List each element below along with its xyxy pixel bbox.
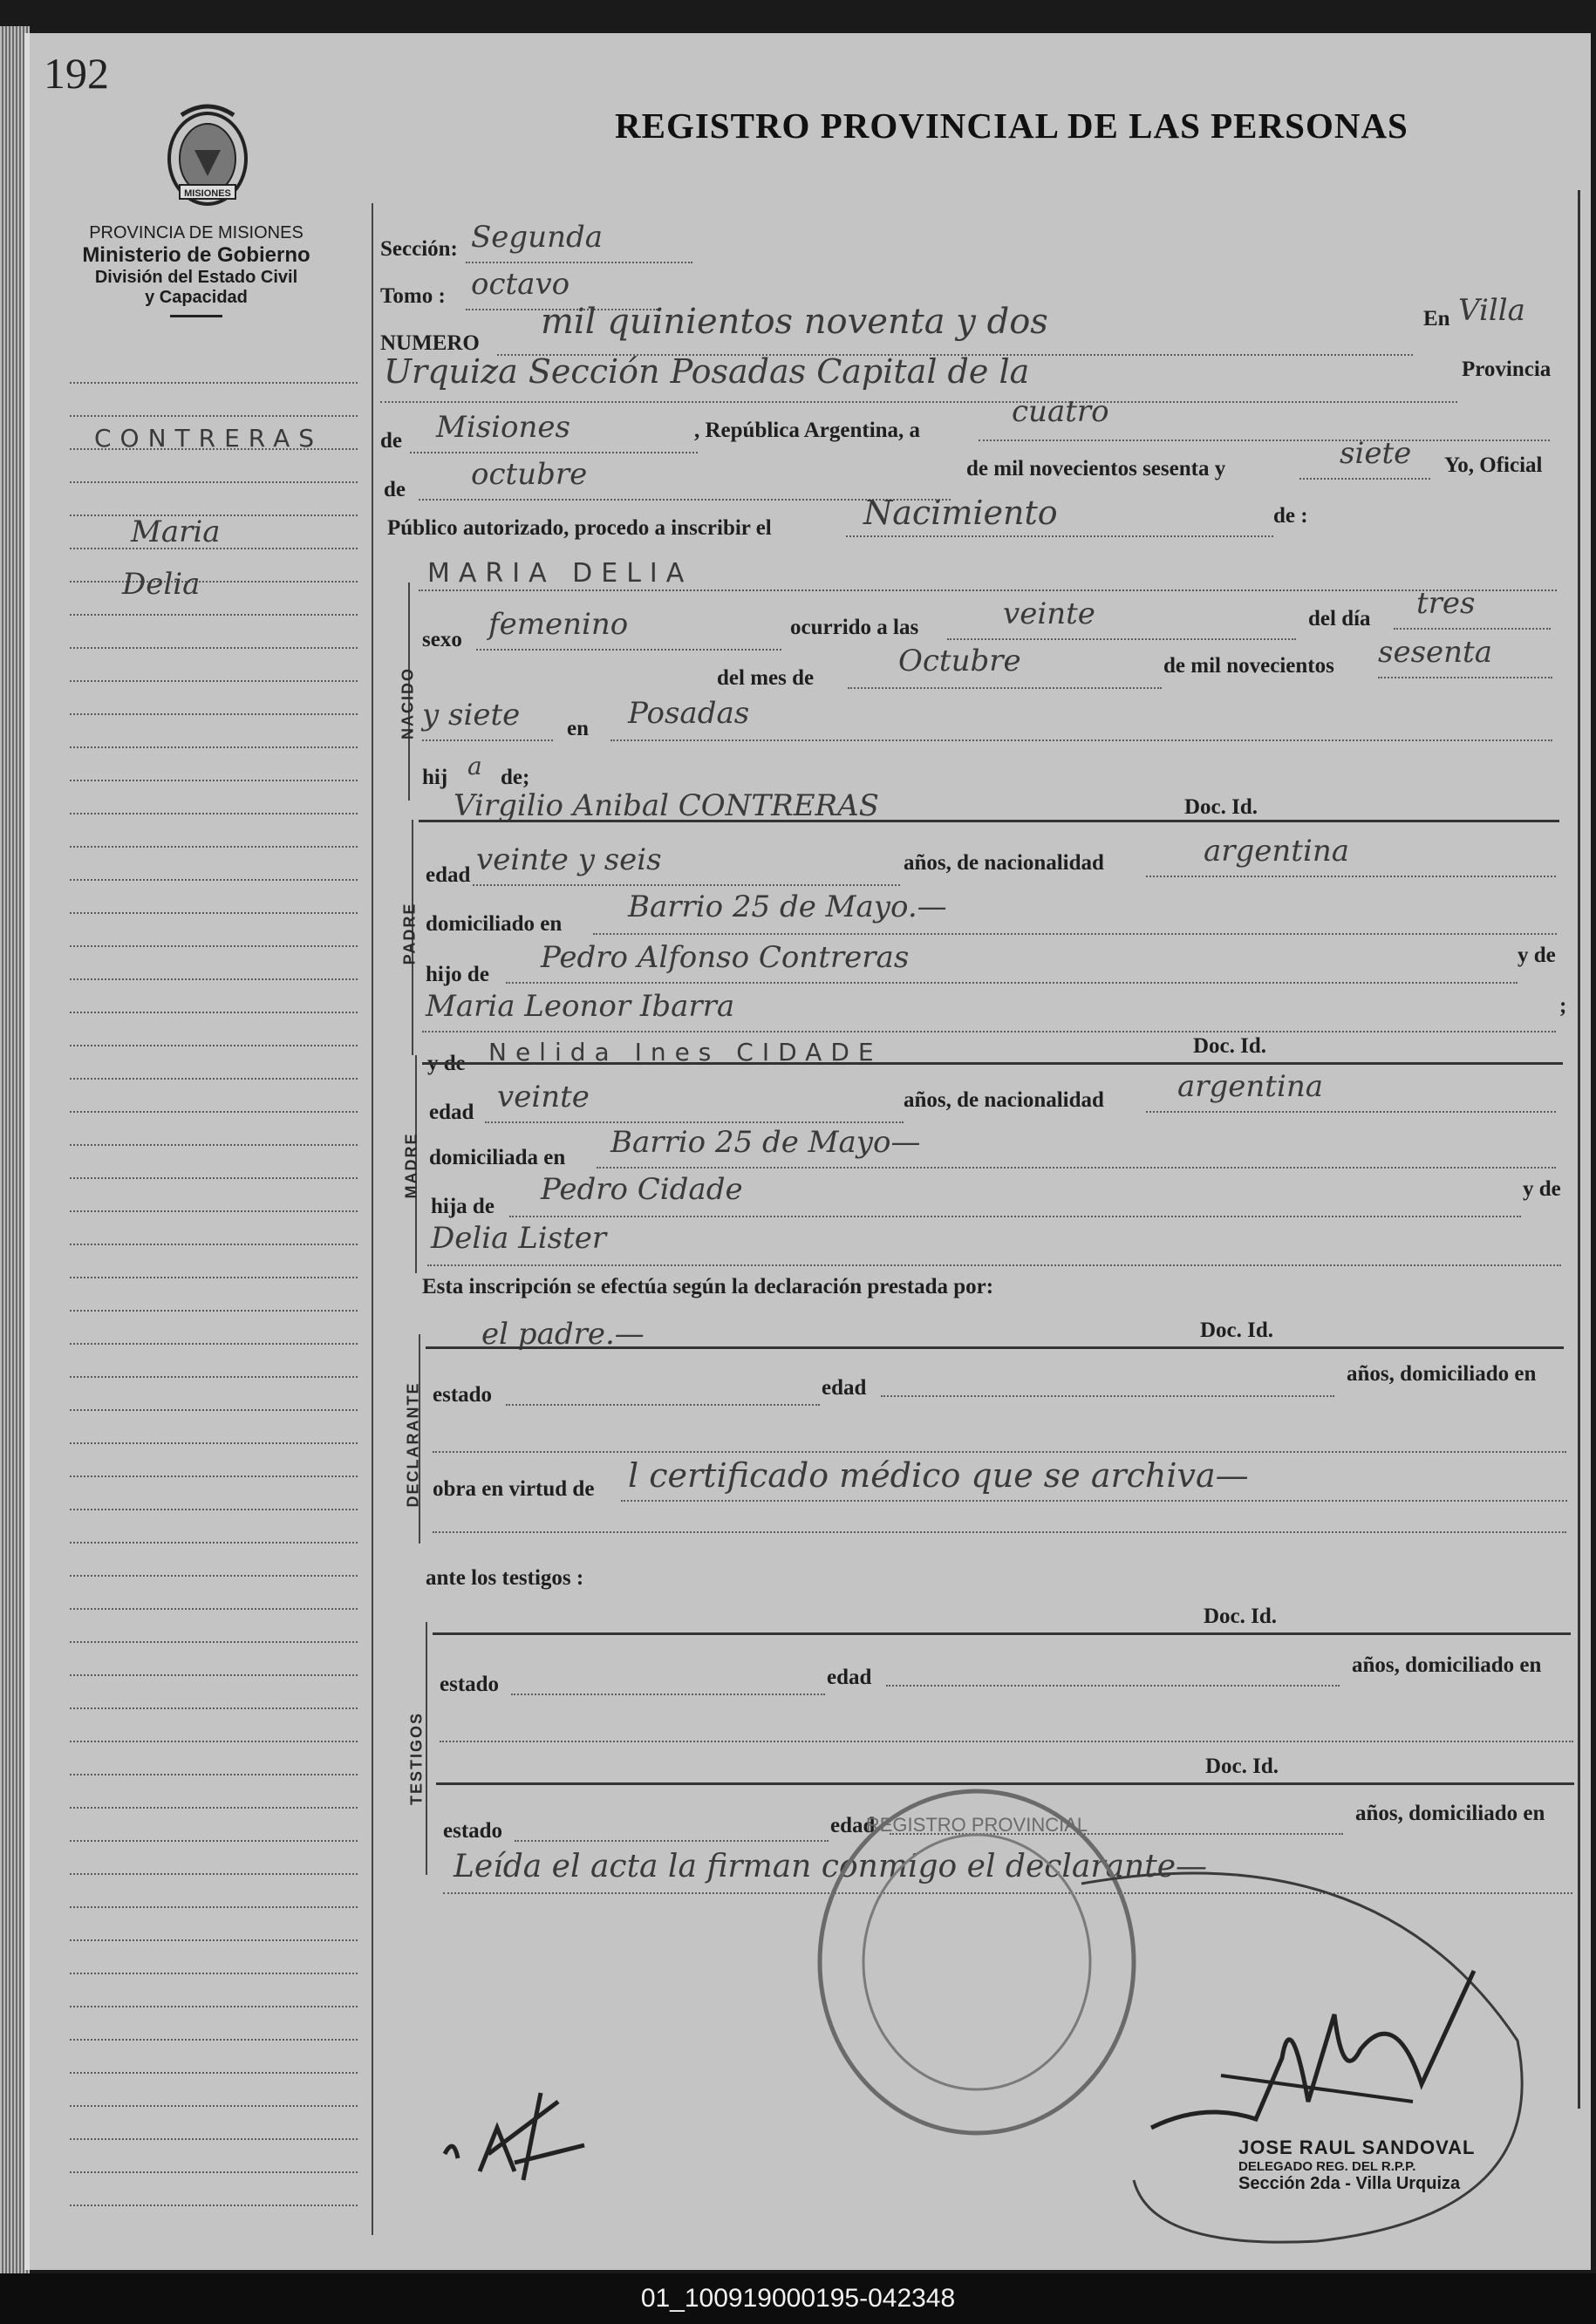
nacido-en-label: en bbox=[567, 717, 589, 740]
padre-nac-label: años, de nacionalidad bbox=[904, 851, 1104, 875]
margin-ledger-line bbox=[70, 879, 358, 881]
hora-value: veinte bbox=[1003, 596, 1095, 631]
margin-ledger-line bbox=[70, 1542, 358, 1544]
nacido-dia-line bbox=[1394, 628, 1551, 630]
margin-ledger-line bbox=[70, 2072, 358, 2074]
testigo1-anios-label: años, domiciliado en bbox=[1352, 1653, 1542, 1677]
obra-line bbox=[621, 1500, 1567, 1502]
obra-label: obra en virtud de bbox=[433, 1477, 595, 1501]
padre-edad-label: edad bbox=[426, 863, 471, 887]
margin-ledger-line bbox=[70, 1012, 358, 1013]
dia-value: cuatro bbox=[1012, 394, 1109, 429]
margin-ledger-line bbox=[70, 1973, 358, 1974]
padre-dom-label: domiciliado en bbox=[426, 912, 563, 936]
numero-value: mil quinientos noventa y dos bbox=[541, 302, 1048, 342]
margin-ledger-line bbox=[70, 2171, 358, 2173]
testigo1-edad-label: edad bbox=[827, 1666, 872, 1689]
margin-ledger-line bbox=[70, 1442, 358, 1444]
header-line-2: Ministerio de Gobierno bbox=[82, 243, 310, 267]
hij-de-label: de; bbox=[501, 766, 530, 789]
declarante-name-line bbox=[426, 1346, 1564, 1349]
margin-ledger-line bbox=[70, 912, 358, 914]
margin-ledger-line bbox=[70, 614, 358, 616]
de-line bbox=[410, 452, 698, 453]
margin-ledger-line bbox=[70, 1177, 358, 1179]
seal-text: MISIONES bbox=[184, 188, 231, 199]
padre-nac-value: argentina bbox=[1204, 834, 1350, 869]
right-edge-rule bbox=[1578, 190, 1580, 2109]
en-label: En bbox=[1423, 307, 1450, 331]
margin-ledger-line bbox=[70, 2205, 358, 2206]
hora-line bbox=[947, 638, 1296, 640]
padre-dom-value: Barrio 25 de Mayo.— bbox=[628, 889, 947, 924]
declarant-signature-icon bbox=[427, 2075, 619, 2189]
testigo1-name-line bbox=[433, 1632, 1571, 1635]
obra-value: l certificado médico que se archiva— bbox=[628, 1456, 1249, 1495]
padre-yde-label: y de bbox=[1518, 944, 1556, 967]
margin-ledger-line bbox=[70, 746, 358, 748]
margin-ledger-line bbox=[70, 647, 358, 649]
location-line bbox=[380, 401, 1457, 403]
madre-madre-value: Delia Lister bbox=[431, 1221, 607, 1256]
margin-ledger-line bbox=[70, 415, 358, 417]
padre-hijo-line bbox=[506, 982, 1518, 984]
madre-yde-label: y de bbox=[427, 1052, 466, 1075]
testigo2-estado-label: estado bbox=[443, 1819, 503, 1843]
header-divider bbox=[170, 315, 222, 317]
signature-block bbox=[1238, 2137, 1475, 2194]
mes-value: octubre bbox=[471, 457, 588, 492]
margin-ledger-line bbox=[70, 1807, 358, 1809]
testigo1-edad-line bbox=[886, 1685, 1340, 1687]
declarante-section-label: DECLARANTE bbox=[404, 1381, 422, 1508]
madre-madre-line bbox=[427, 1264, 1561, 1266]
nacido-section-label: NACIDO bbox=[399, 667, 417, 739]
padre-hijo-value: Pedro Alfonso Contreras bbox=[541, 940, 910, 975]
de-label: de bbox=[380, 429, 402, 453]
nacido-anio-line bbox=[1378, 677, 1552, 678]
declarante-name-value: el padre.— bbox=[481, 1317, 645, 1352]
page-title: REGISTRO PROVINCIAL DE LAS PERSONAS bbox=[615, 106, 1408, 146]
mes-label: del mes de bbox=[717, 666, 815, 690]
testigo2-doc-label: Doc. Id. bbox=[1205, 1755, 1279, 1778]
margin-ledger-line bbox=[70, 1840, 358, 1842]
nacido-name-value: MARIA DELIA bbox=[427, 558, 693, 589]
registrar-signature-icon bbox=[1134, 1953, 1500, 2154]
de-value: Misiones bbox=[436, 410, 570, 445]
testigos-intro: ante los testigos : bbox=[426, 1566, 584, 1590]
margin-ledger-line bbox=[70, 1343, 358, 1345]
en-value: Villa bbox=[1458, 293, 1525, 328]
madre-hija-value: Pedro Cidade bbox=[541, 1172, 743, 1207]
nacido-dia-value: tres bbox=[1416, 586, 1476, 621]
madre-doc-label: Doc. Id. bbox=[1193, 1034, 1267, 1058]
hij-value: a bbox=[467, 752, 482, 780]
madre-nac-value: argentina bbox=[1177, 1069, 1324, 1104]
province-header bbox=[61, 223, 331, 317]
testigo1-doc-label: Doc. Id. bbox=[1204, 1605, 1278, 1628]
madre-nac-line bbox=[1146, 1111, 1556, 1113]
madre-dom-label: domiciliada en bbox=[429, 1146, 566, 1169]
madre-edad-value: veinte bbox=[497, 1080, 590, 1114]
margin-ledger-line bbox=[70, 846, 358, 848]
republica-label: , República Argentina, a bbox=[694, 419, 921, 442]
seccion-value: Segunda bbox=[471, 220, 604, 255]
anio-value: siete bbox=[1340, 436, 1412, 471]
madre-dom-line bbox=[597, 1167, 1556, 1169]
madre-yde2-label: y de bbox=[1523, 1177, 1561, 1201]
tomo-label: Tomo : bbox=[380, 284, 446, 308]
testigo2-edad-label: edad bbox=[830, 1814, 876, 1837]
margin-ledger-line bbox=[70, 1707, 358, 1709]
declarante-anios-label: años, domiciliado en bbox=[1347, 1362, 1537, 1386]
del-dia-label: del día bbox=[1308, 607, 1371, 630]
publico-label: Público autorizado, procedo a inscribir el bbox=[387, 516, 772, 540]
acto-value: Nacimiento bbox=[863, 494, 1058, 532]
margin-ledger-line bbox=[70, 945, 358, 947]
padre-hijo-label: hijo de bbox=[426, 963, 489, 986]
page-number: 192 bbox=[44, 49, 109, 98]
padre-name-value: Virgilio Anibal CONTRERAS bbox=[454, 788, 879, 823]
seccion-line bbox=[466, 262, 692, 263]
margin-ledger-line bbox=[70, 1310, 358, 1312]
margin-ledger-line bbox=[70, 1608, 358, 1610]
padre-edad-value: veinte y seis bbox=[476, 842, 662, 877]
image-id-footer: 01_100919000195-042348 bbox=[0, 2273, 1596, 2324]
header-line-1: PROVINCIA DE MISIONES bbox=[89, 223, 304, 242]
testigo2-estado-line bbox=[515, 1840, 829, 1842]
margin-ledger-line bbox=[70, 1906, 358, 1908]
nacido-anio-1: sesenta bbox=[1378, 635, 1492, 670]
signature-line-3: Sección 2da - Villa Urquiza bbox=[1238, 2174, 1461, 2193]
seccion-label: Sección: bbox=[380, 237, 458, 261]
padre-name-line bbox=[419, 820, 1559, 822]
madre-hija-line bbox=[509, 1216, 1521, 1217]
nacido-mes-line bbox=[848, 687, 1162, 689]
declarante-estado-line bbox=[506, 1404, 820, 1406]
location-line-value: Urquiza Sección Posadas Capital de la bbox=[384, 352, 1030, 391]
de2-label: de bbox=[384, 478, 406, 501]
margin-name-2: Delia bbox=[122, 567, 201, 602]
margin-ledger-line bbox=[70, 978, 358, 980]
ocurrido-label: ocurrido a las bbox=[790, 616, 919, 639]
padre-doc-label: Doc. Id. bbox=[1184, 795, 1258, 819]
margin-ledger-line bbox=[70, 2105, 358, 2107]
dia-line bbox=[979, 440, 1550, 441]
tomo-value: octavo bbox=[471, 267, 570, 302]
sexo-label: sexo bbox=[422, 628, 462, 651]
margin-ledger-line bbox=[70, 780, 358, 781]
margin-ledger-line bbox=[70, 2039, 358, 2041]
margin-ledger-line bbox=[70, 1045, 358, 1046]
testigo2-anios-label: años, domiciliado en bbox=[1355, 1802, 1545, 1825]
header-line-3: División del Estado Civil bbox=[94, 268, 298, 287]
madre-name-line bbox=[422, 1062, 1563, 1065]
testigos-section-label: TESTIGOS bbox=[407, 1712, 426, 1806]
madre-name-value: Nelida Ines CIDADE bbox=[488, 1038, 883, 1067]
declarante-dom-line bbox=[433, 1451, 1566, 1453]
margin-ledger-line bbox=[70, 1277, 358, 1278]
margin-ledger-line bbox=[70, 2006, 358, 2007]
margin-ledger-line bbox=[70, 1111, 358, 1113]
madre-hija-label: hija de bbox=[431, 1195, 494, 1218]
signature-line-2: DELEGADO REG. DEL R.P.P. bbox=[1238, 2159, 1416, 2174]
margin-surname: CONTRERAS bbox=[94, 424, 324, 453]
margin-ledger-line bbox=[70, 1939, 358, 1941]
header-line-4: y Capacidad bbox=[145, 288, 248, 307]
margin-ledger-line bbox=[70, 581, 358, 583]
provincia-label: Provincia bbox=[1462, 358, 1552, 381]
testigo1-estado-label: estado bbox=[440, 1673, 500, 1696]
margin-ledger-line bbox=[70, 1741, 358, 1742]
margin-ledger-line bbox=[70, 1476, 358, 1477]
acto-line bbox=[846, 535, 1273, 537]
padre-dom-line bbox=[593, 933, 1557, 935]
margin-ledger-line bbox=[70, 1873, 358, 1875]
margin-ledger-line bbox=[70, 2138, 358, 2140]
lugar-line bbox=[610, 739, 1552, 741]
sexo-line bbox=[476, 649, 781, 651]
margin-ledger-line bbox=[70, 1409, 358, 1411]
madre-dom-value: Barrio 25 de Mayo— bbox=[610, 1125, 921, 1160]
testigo1-estado-line bbox=[511, 1694, 825, 1695]
margin-name-1: Maria bbox=[131, 515, 221, 549]
signature-line-1: JOSE RAUL SANDOVAL bbox=[1238, 2137, 1476, 2158]
padre-edad-line bbox=[473, 884, 900, 886]
margin-ledger-line bbox=[70, 813, 358, 814]
margin-column-rule bbox=[372, 203, 373, 2235]
margin-ledger-line bbox=[70, 481, 358, 483]
madre-edad-label: edad bbox=[429, 1101, 474, 1124]
margin-ledger-line bbox=[70, 1674, 358, 1676]
closing-value: Leída el acta la firman conmigo el declarante— bbox=[454, 1849, 1208, 1884]
padre-section-label: PADRE bbox=[400, 902, 419, 965]
margin-ledger-line bbox=[70, 1641, 358, 1643]
yo-label: Yo, Oficial bbox=[1444, 453, 1543, 477]
margin-ledger-line bbox=[70, 1210, 358, 1212]
stamp-text: REGISTRO PROVINCIAL bbox=[865, 1814, 1088, 1836]
margin-ledger-line bbox=[70, 1144, 358, 1146]
numero-label: NUMERO bbox=[380, 331, 480, 355]
declarante-intro: Esta inscripción se efectúa según la declaración prestada por: bbox=[422, 1275, 994, 1298]
nacido-anio2-line bbox=[422, 739, 553, 741]
nacido-mil-label: de mil novecientos bbox=[1163, 654, 1334, 678]
margin-ledger-line bbox=[70, 1078, 358, 1080]
testigo1-dom-line bbox=[440, 1741, 1573, 1742]
madre-nac-label: años, de nacionalidad bbox=[904, 1088, 1104, 1112]
margin-ledger-line bbox=[70, 680, 358, 682]
padre-nac-line bbox=[1146, 876, 1556, 877]
mil-label: de mil novecientos sesenta y bbox=[966, 457, 1226, 480]
margin-ledger-line bbox=[70, 382, 358, 384]
margin-ledger-line bbox=[70, 1509, 358, 1510]
hij-label: hij bbox=[422, 766, 448, 789]
declarante-edad-line bbox=[881, 1395, 1334, 1397]
sexo-value: femenino bbox=[488, 607, 629, 642]
margin-ledger-line bbox=[70, 1774, 358, 1775]
nacido-anio-2: y siete bbox=[422, 698, 521, 733]
padre-semicolon: ; bbox=[1559, 994, 1567, 1018]
margin-ledger-line bbox=[70, 1244, 358, 1245]
padre-madre-value: Maria Leonor Ibarra bbox=[426, 989, 735, 1024]
nacido-mes-value: Octubre bbox=[898, 644, 1021, 678]
obra-line-2 bbox=[433, 1531, 1566, 1533]
de3-label: de : bbox=[1273, 504, 1308, 528]
margin-ledger-line bbox=[70, 1376, 358, 1378]
padre-madre-line bbox=[422, 1031, 1556, 1033]
madre-edad-line bbox=[485, 1121, 904, 1123]
anio-line bbox=[1299, 478, 1430, 480]
declarante-estado-label: estado bbox=[433, 1383, 493, 1407]
declarante-doc-label: Doc. Id. bbox=[1200, 1319, 1274, 1342]
province-seal-icon bbox=[155, 98, 260, 220]
margin-ledger-line bbox=[70, 713, 358, 715]
lugar-value: Posadas bbox=[628, 696, 750, 731]
margin-ledger-line bbox=[70, 1575, 358, 1577]
nacido-name-line bbox=[419, 590, 1557, 591]
madre-section-label: MADRE bbox=[402, 1132, 420, 1199]
declarante-edad-label: edad bbox=[822, 1376, 867, 1400]
